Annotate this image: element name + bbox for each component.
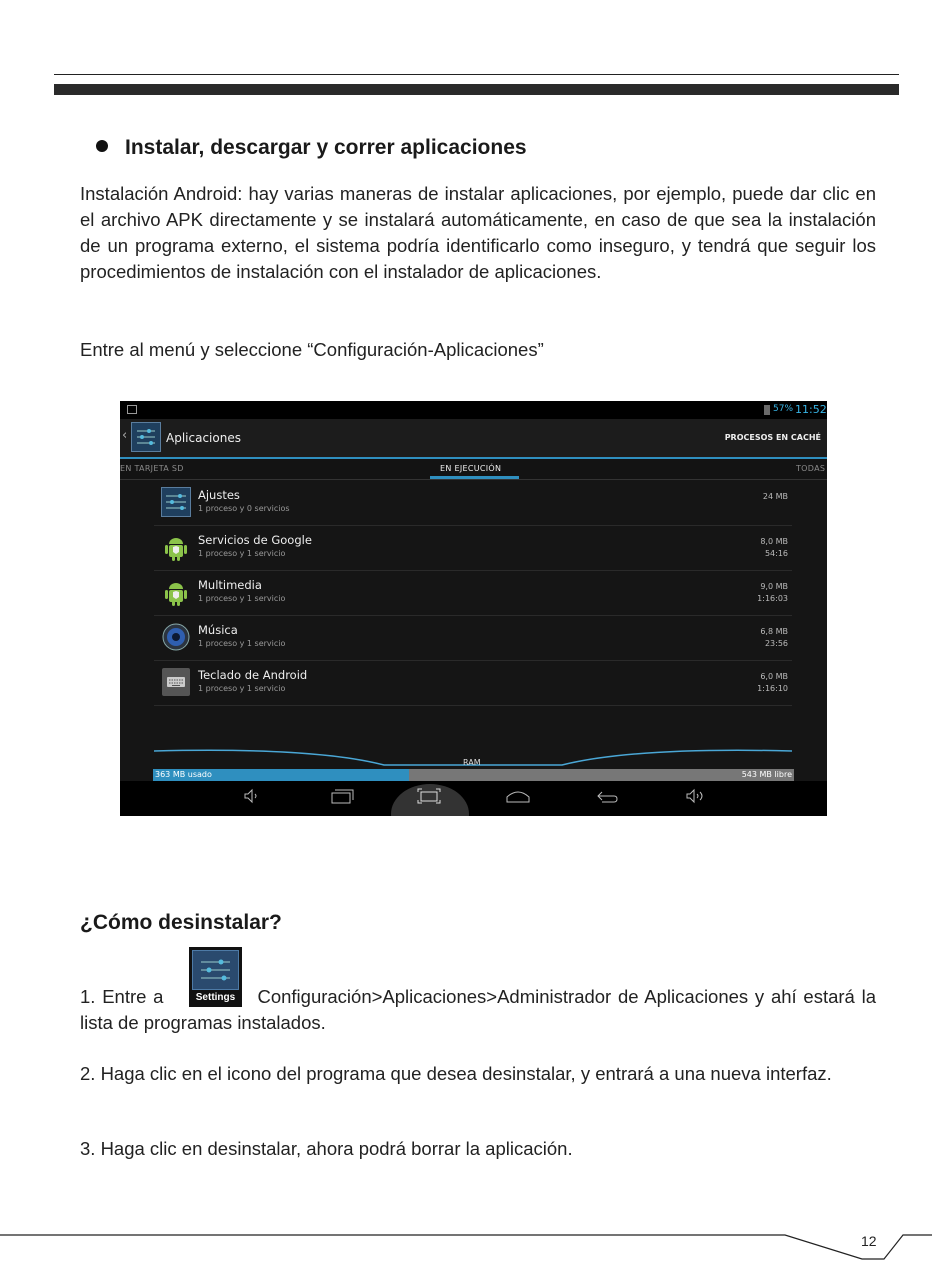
ram-used-text: 363 MB usado [155,770,212,779]
app-name: Servicios de Google [198,533,312,547]
clock: 11:52 [795,403,827,416]
app-runtime: 54:16 [764,549,788,558]
paragraph-menu: Entre al menú y seleccione “Configuración-Aplicaciones” [80,339,544,360]
tab-all[interactable]: TODAS [796,464,826,473]
step-1-prefix: 1. Entre a [80,986,164,1007]
section-heading-text: Instalar, descargar y correr aplicaciones [125,136,527,159]
app-memory: 24 MB [762,492,788,501]
step-3: 3. Haga clic en desinstalar, ahora podrá borrar la aplicación. [80,1138,573,1159]
step-2: 2. Haga clic en el icono del programa que desea desinstalar, y entrará a una nueva interfaz. [80,1063,832,1084]
app-process-info: 1 proceso y 0 servicios [198,504,290,513]
step-1-text: Configuración>Aplicaciones>Administrador de Aplicaciones y ahí estará la lista de programas instalados. [80,986,876,1033]
app-process-info: 1 proceso y 1 servicio [198,594,286,603]
app-memory: 9,0 MB [760,582,788,591]
tab-running[interactable]: EN EJECUCIÓN [440,464,502,473]
app-process-info: 1 proceso y 1 servicio [198,549,286,558]
app-name: Ajustes [198,488,240,502]
back-chevron-icon[interactable]: ‹ [122,428,128,443]
app-runtime: 23:56 [764,639,788,648]
settings-icon-label: Settings [195,992,236,1003]
app-name: Multimedia [198,578,262,592]
action-bar-title: Aplicaciones [166,431,241,445]
paragraph-install: Instalación Android: hay varias maneras de instalar aplicaciones, por ejemplo, puede dar clic en el archivo APK directamente y se instalará automáticamente, en caso de que sea la instalación de un programa externo, el sistema podría identificarlo como inseguro, y tendrá que seguir los procedimientos de instalación con el instalador de aplicaciones. [80,183,876,282]
tab-sd-card[interactable]: EN TARJETA SD [120,464,184,473]
ram-label: RAM [463,758,481,767]
uninstall-heading: ¿Cómo desinstalar? [80,911,282,934]
app-memory: 6,0 MB [760,672,788,681]
app-name: Música [198,623,238,637]
ram-free-text: 543 MB libre [741,770,792,779]
app-name: Teclado de Android [198,668,308,682]
app-runtime: 1:16:10 [757,684,788,693]
page-number: 12 [861,1233,877,1249]
battery-percent: 57% [773,404,794,414]
app-process-info: 1 proceso y 1 servicio [198,639,286,648]
cached-processes-button[interactable]: PROCESOS EN CACHÉ [724,433,821,442]
app-memory: 8,0 MB [760,537,788,546]
app-memory: 6,8 MB [760,627,788,636]
app-process-info: 1 proceso y 1 servicio [198,684,286,693]
app-runtime: 1:16:03 [757,594,788,603]
